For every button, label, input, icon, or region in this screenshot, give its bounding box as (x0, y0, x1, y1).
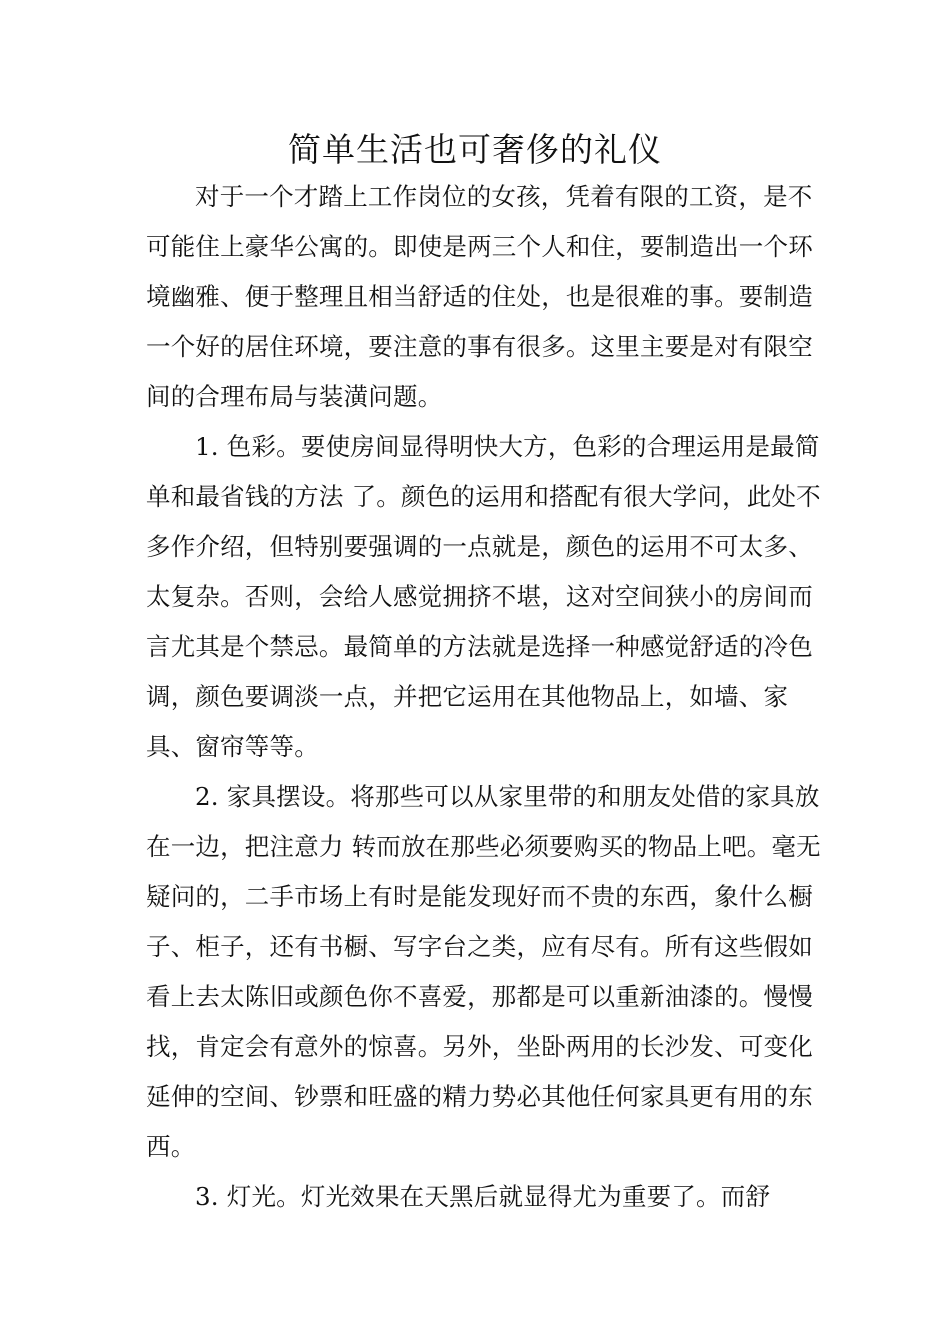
paragraph-furniture: 2. 家具摆设。将那些可以从家里带的和朋友处借的家具放在一边，把注意力 转而放在那些必须要购买的物品上吧。毫无疑问的，二手市场上有时是能发现好而不贵的东西，象什么橱子、柜子，还有书橱、写字台之类，应有尽有。所有这些假如看上去太陈旧或颜色你不喜爱，那都是可以重新油漆的。慢慢找，肯定会有意外的惊喜。另外，坐卧两用的长沙发、可变化延伸的空间、钞票和旺盛的精力势必其他任何家具更有用的东西。 (146, 782, 821, 1161)
paragraph-lighting: 3. 灯光。灯光效果在天黑后就显得尤为重要了。而舒 (195, 1182, 771, 1211)
paragraph-intro: 对于一个才踏上工作岗位的女孩，凭着有限的工资，是不可能住上豪华公寓的。即使是两三个人和住，要制造出一个环境幽雅、便于整理且相当舒适的住处，也是很难的事。要制造一个好的居住环境，要注意的事有很多。这里主要是对有限空间的合理布局与装潢问题。 (146, 182, 813, 411)
document-body (146, 172, 826, 1222)
paragraph-color: 1. 色彩。要使房间显得明快大方，色彩的合理运用是最简单和最省钱的方法 了。颜色的运用和搭配有很大学问，此处不多作介绍，但特别要强调的一点就是，颜色的运用不可太多、太复杂。否则，会给人感觉拥挤不堪，这对空间狭小的房间而言尤其是个禁忌。最简单的方法就是选择一种感觉舒适的冷色调，颜色要调淡一点，并把它运用在其他物品上，如墙、家具、窗帘等等。 (146, 432, 821, 761)
document-title: 简单生活也可奢侈的礼仪 (288, 130, 662, 169)
